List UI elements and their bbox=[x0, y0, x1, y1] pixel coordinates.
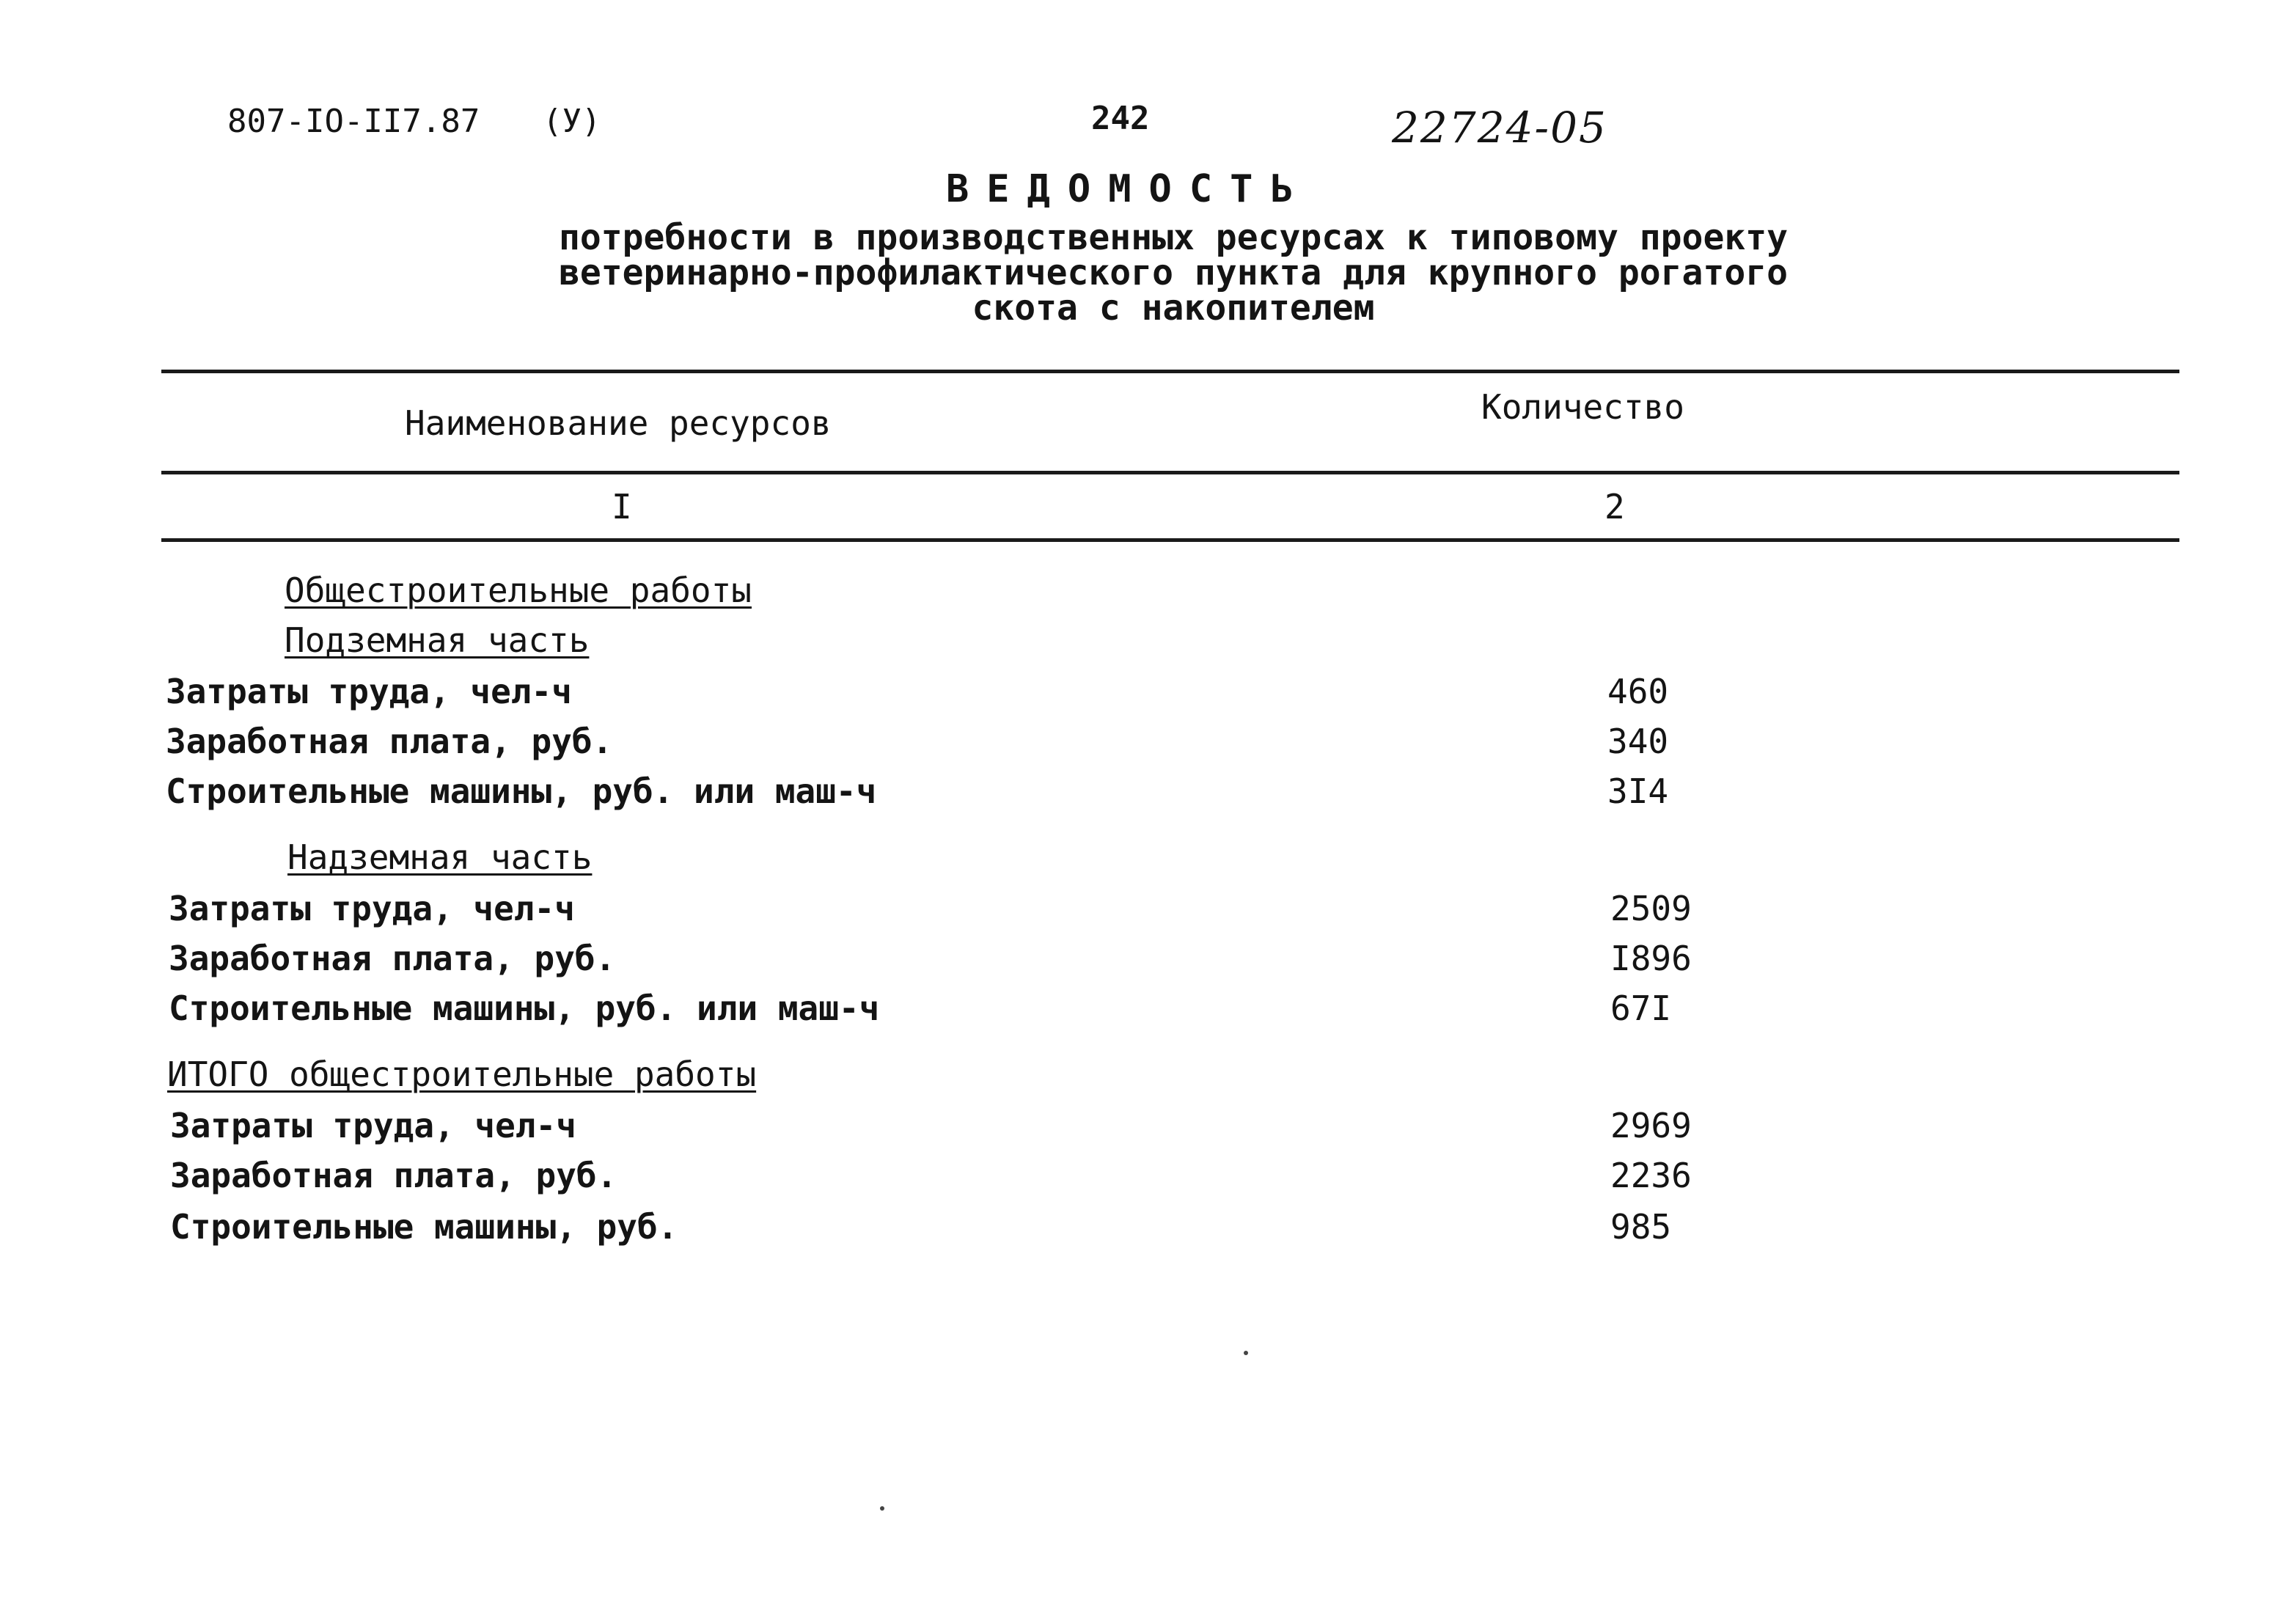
row-label: Заработная плата, руб. bbox=[170, 1156, 617, 1195]
section-heading-total: ИТОГО общестроительные работы bbox=[167, 1054, 757, 1094]
document-subtitle bbox=[440, 217, 1907, 329]
row-label: Затраты труда, чел-ч bbox=[169, 889, 575, 928]
column-header-name: Наименование ресурсов bbox=[405, 403, 832, 443]
subtitle-line: потребности в производственных ресурсах к типовому проекту bbox=[558, 217, 1789, 258]
document-code: 807-IO-II7.87 bbox=[227, 103, 480, 140]
row-value: 67I bbox=[1610, 988, 1672, 1028]
subtitle-line: ветеринарно-профилактического пункта для крупного рогатого bbox=[558, 252, 1789, 293]
scan-speck bbox=[880, 1506, 884, 1511]
row-value: 3I4 bbox=[1607, 771, 1669, 811]
column-header-quantity: Количество bbox=[1481, 387, 1684, 427]
table-body-rule bbox=[161, 538, 2179, 542]
table-top-rule bbox=[161, 370, 2179, 373]
subsection-heading-aboveground: Надземная часть bbox=[287, 837, 593, 877]
row-value: I896 bbox=[1610, 939, 1692, 978]
page-number: 242 bbox=[1091, 100, 1150, 137]
row-value: 2509 bbox=[1610, 889, 1692, 928]
row-value: 2969 bbox=[1610, 1106, 1692, 1145]
row-value: 460 bbox=[1607, 672, 1669, 711]
column-number-1: I bbox=[612, 487, 632, 527]
table-header-rule bbox=[161, 471, 2179, 474]
document-title: ВЕДОМОСТЬ bbox=[946, 167, 1311, 211]
section-heading-general-works: Общестроительные работы bbox=[285, 571, 752, 610]
row-value: 340 bbox=[1607, 722, 1669, 761]
handwritten-number: 22724-05 bbox=[1392, 103, 1607, 153]
column-number-2: 2 bbox=[1604, 487, 1625, 527]
row-label: Заработная плата, руб. bbox=[166, 722, 613, 761]
row-label: Заработная плата, руб. bbox=[169, 939, 616, 978]
row-label: Строительные машины, руб. bbox=[170, 1207, 678, 1247]
scan-speck bbox=[1244, 1351, 1248, 1355]
row-label: Затраты труда, чел-ч bbox=[166, 672, 572, 711]
subtitle-line: скота с накопителем bbox=[972, 287, 1375, 329]
row-label: Строительные машины, руб. или маш-ч bbox=[166, 771, 877, 811]
row-label: Затраты труда, чел-ч bbox=[170, 1106, 576, 1145]
row-value: 985 bbox=[1610, 1207, 1672, 1247]
subsection-heading-underground: Подземная часть bbox=[285, 620, 590, 660]
row-label: Строительные машины, руб. или маш-ч bbox=[169, 988, 880, 1028]
document-variant: (У) bbox=[543, 103, 601, 140]
row-value: 2236 bbox=[1610, 1156, 1692, 1195]
